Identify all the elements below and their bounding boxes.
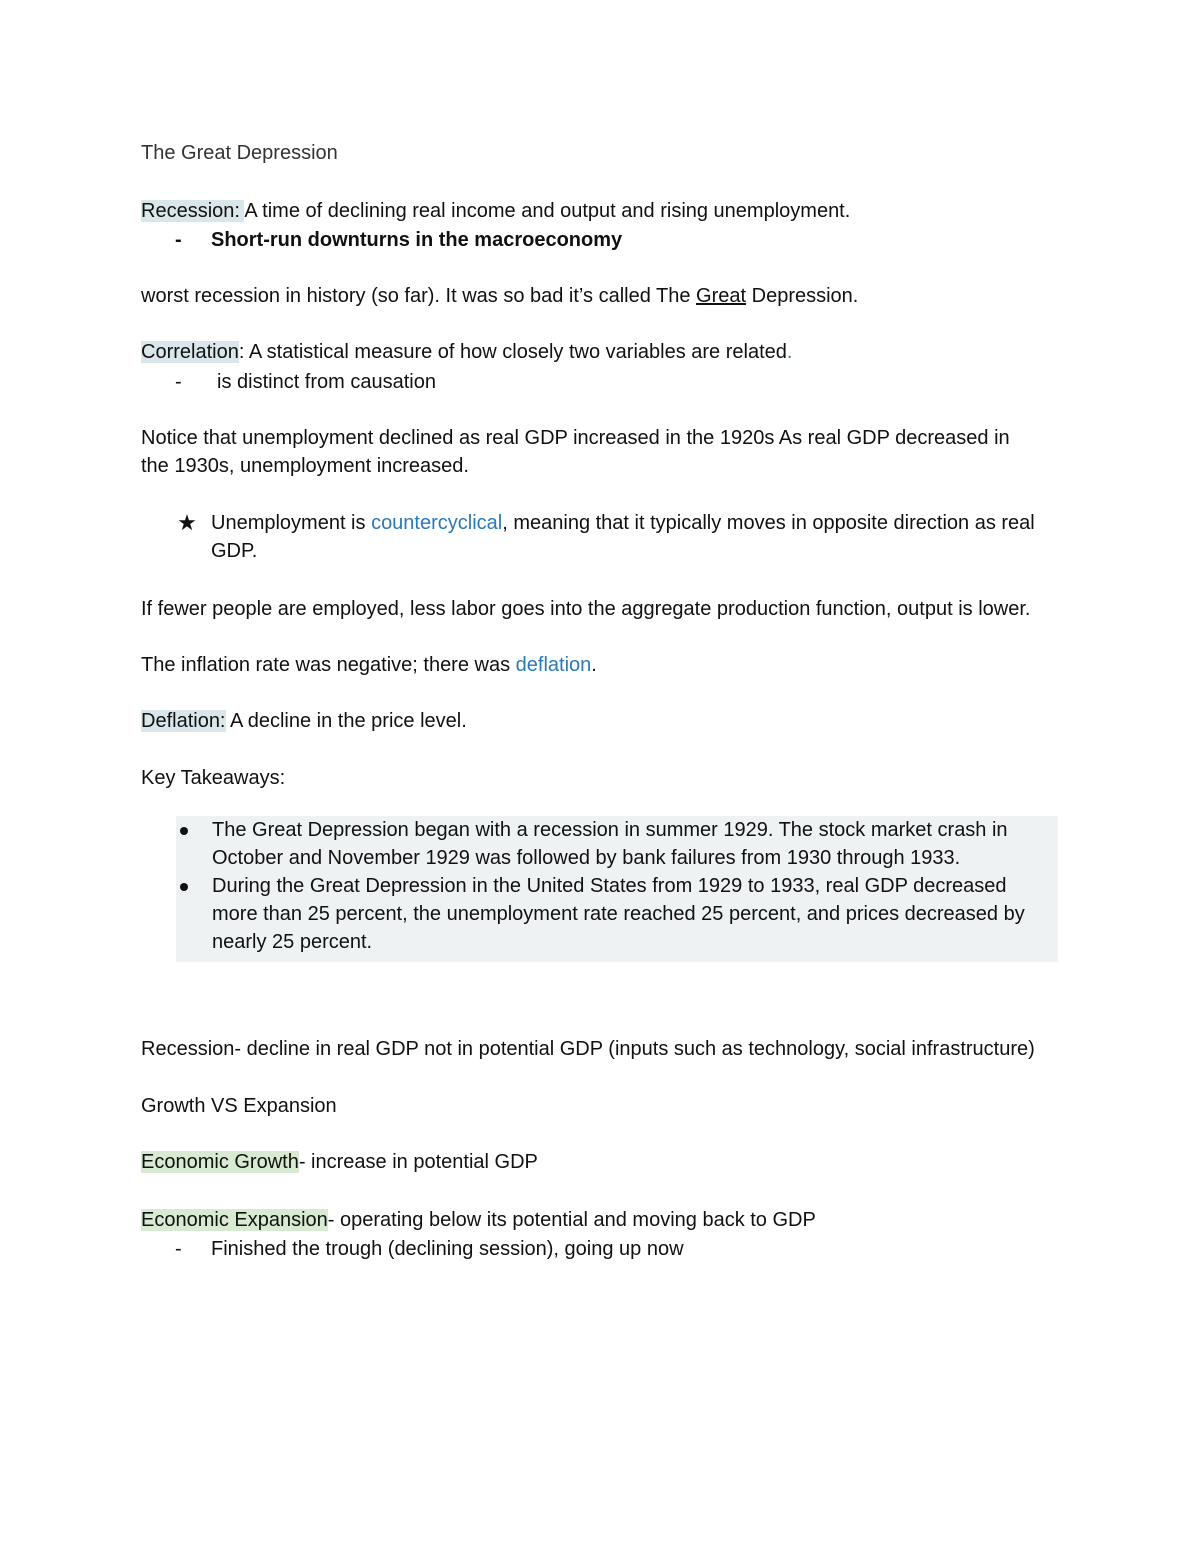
deflation-term: Deflation: xyxy=(141,710,226,732)
correlation-term: Correlation xyxy=(141,341,239,363)
great-underlined: Great xyxy=(696,285,747,307)
economic-growth-text: - increase in potential GDP xyxy=(298,1151,538,1173)
takeaway-text: The Great Depression began with a recession in summer 1929. The stock market crash in October and November 1929 was followed by bank failures from 1930 through 1933. xyxy=(212,819,1008,869)
dash-marker: - xyxy=(175,1238,182,1260)
dash-marker: - xyxy=(175,229,182,251)
key-takeaways-box xyxy=(176,816,1058,962)
bullet-dot-icon xyxy=(180,827,188,835)
economic-expansion-text: - operating below its potential and moving back to GDP xyxy=(327,1209,816,1231)
recession-term: Recession: xyxy=(141,200,245,222)
notice-line-1: Notice that unemployment declined as real GDP increased in the 1920s As real GDP decreased in xyxy=(141,427,1010,449)
countercyclical-text xyxy=(211,509,1051,565)
worst-text-before: worst recession in history (so far). It was so bad it’s called The xyxy=(141,285,697,307)
countercyclical-item xyxy=(175,509,1065,565)
deflation-definition xyxy=(141,707,467,735)
economic-growth-definition xyxy=(141,1148,538,1176)
star-text-before: Unemployment is xyxy=(211,512,372,534)
list-item xyxy=(176,816,1058,872)
fewer-people-line: If fewer people are employed, less labor goes into the aggregate production function, output is lower. xyxy=(141,598,1031,620)
bullet-dot-icon xyxy=(180,883,188,891)
list-item xyxy=(176,872,1058,956)
star-icon: ★ xyxy=(177,510,197,535)
inflation-text-before: The inflation rate was negative; there was xyxy=(141,654,516,676)
inflation-line xyxy=(141,651,597,679)
correlation-bullet-text: is distinct from causation xyxy=(217,371,436,393)
worst-text-after: Depression. xyxy=(746,285,859,307)
correlation-definition xyxy=(141,338,792,366)
notice-line-2: the 1930s, unemployment increased. xyxy=(141,455,469,477)
countercyclical-link[interactable]: countercyclical xyxy=(371,512,503,534)
star-text-after: , meaning that it typically moves in opposite direction as real GDP. xyxy=(211,512,1035,562)
takeaway-text: During the Great Depression in the United States from 1929 to 1933, real GDP decreased more than 25 percent, the unemployment rate reached 25 percent, and prices decreased by nearly 25 percent. xyxy=(212,875,1025,953)
growth-vs-expansion-heading: Growth VS Expansion xyxy=(141,1095,337,1117)
economic-expansion-definition xyxy=(141,1206,816,1234)
deflation-text: A decline in the price level. xyxy=(225,710,467,732)
page-title: The Great Depression xyxy=(141,142,338,164)
recession-text: A time of declining real income and output and rising unemployment. xyxy=(244,200,851,222)
deflation-link[interactable]: deflation xyxy=(515,654,592,676)
recession-definition xyxy=(141,197,850,225)
recession-bullet-text: Short-run downturns in the macroeconomy xyxy=(211,229,623,251)
dash-marker: - xyxy=(175,371,182,393)
economic-expansion-term: Economic Expansion xyxy=(141,1209,328,1231)
correlation-text: : A statistical measure of how closely two variables are related xyxy=(238,341,787,363)
expansion-bullet-text: Finished the trough (declining session), going up now xyxy=(211,1238,684,1260)
inflation-text-after: . xyxy=(591,654,597,676)
key-takeaways-heading: Key Takeaways: xyxy=(141,767,286,789)
recession-potential-line: Recession- decline in real GDP not in potential GDP (inputs such as technology, social infrastructure) xyxy=(141,1038,1035,1060)
correlation-period: . xyxy=(786,341,793,363)
worst-recession-line xyxy=(141,282,858,310)
economic-growth-term: Economic Growth xyxy=(141,1151,299,1173)
